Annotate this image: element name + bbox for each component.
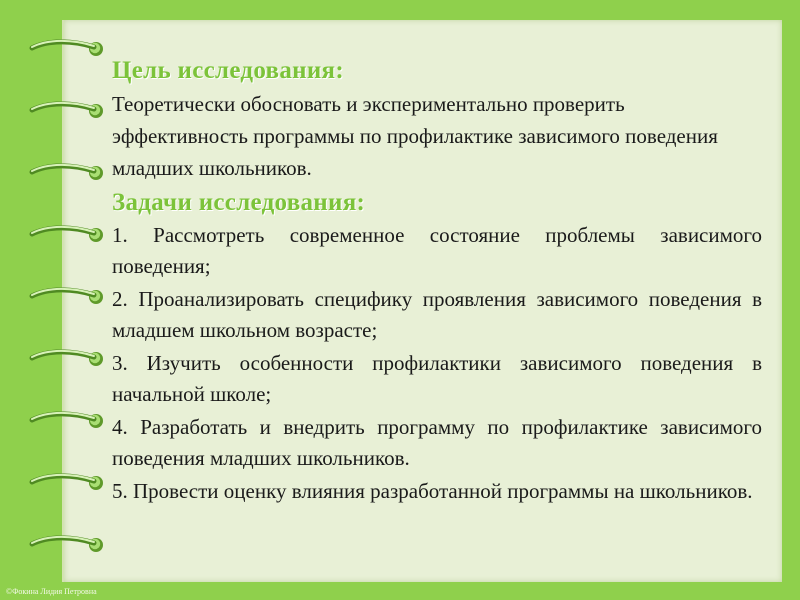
- goal-heading: Цель исследования:: [112, 57, 345, 84]
- copyright-footer: ©Фокина Лидия Петровна: [6, 587, 97, 596]
- binding-ring-icon: [28, 284, 108, 308]
- binding-ring-icon: [28, 160, 108, 184]
- binding-ring-icon: [28, 408, 108, 432]
- spiral-binding: [0, 0, 120, 600]
- task-item-3: 3. Изучить особенности профилактики зависимого поведения в начальной школе;: [112, 351, 762, 406]
- slide-content: [112, 54, 762, 509]
- task-item-1: 1. Рассмотреть современное состояние проблемы зависимого поведения;: [112, 223, 762, 278]
- binding-ring-icon: [28, 36, 108, 60]
- task-item-4: 4. Разработать и внедрить программу по профилактике зависимого поведения младших школьников.: [112, 415, 762, 470]
- binding-ring-icon: [28, 222, 108, 246]
- tasks-list: [112, 220, 762, 507]
- binding-ring-icon: [28, 346, 108, 370]
- goal-text: Теоретически обосновать и экспериментально проверить эффективность программы по профилактике зависимого поведения младших школьников.: [112, 92, 718, 180]
- binding-ring-icon: [28, 98, 108, 122]
- binding-ring-icon: [28, 470, 108, 494]
- task-item-5: 5. Провести оценку влияния разработанной программы на школьников.: [112, 479, 753, 503]
- binding-ring-icon: [28, 532, 108, 556]
- task-item-2: 2. Проанализировать специфику проявления зависимого поведения в младшем школьном возрасте;: [112, 287, 762, 342]
- tasks-heading: Задачи исследования:: [112, 189, 366, 216]
